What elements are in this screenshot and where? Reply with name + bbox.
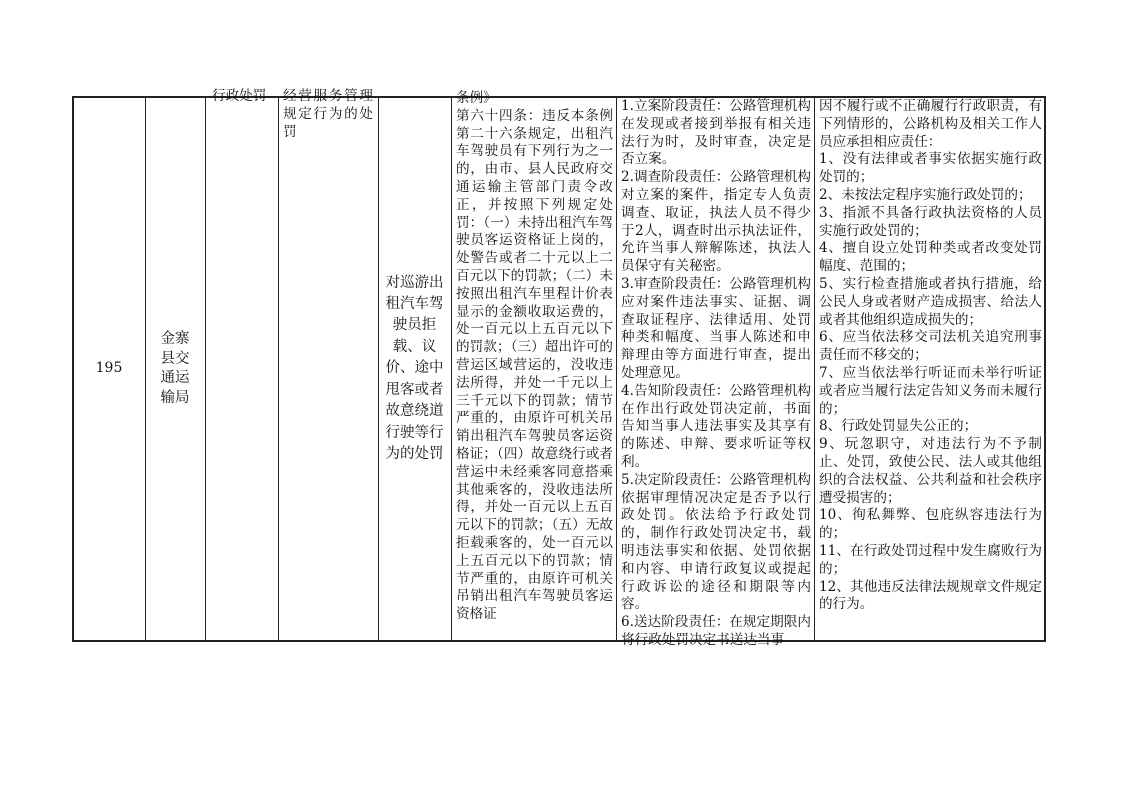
cell-sub-item (379, 98, 450, 640)
penalty-item: 经营服务管理规定行为的处罚 (283, 88, 373, 140)
cell-category (206, 80, 277, 620)
department-name: 金寨县交通运输局 (160, 331, 190, 406)
column-divider (278, 96, 279, 642)
accountability-text: 因不履行或不正确履行行政职责，有下列情形的，公路机构及相关工作人员应承担相应责任： 1、没有法律或者事实依据实施行政处罚的； 2、未按法定程序实施行政处罚的； 3、指派不具备行政执法资格的人员实施行政处罚的； 4、擅自设立处罚种类或者改变处罚幅度、范围的； 5、实行检查措施或者执行措施，给公民人身或者财产造成损害、给法人或者其他组织造成损失的； 6、应当依法移交司法机关追究刑事责任而不移交的； 7、应当依法举行听证而未举行听证或者应当履行法定告知义务而未履行的； 8、行政处罚显失公正的； 9、玩忽职守，对违法行为不予制止、处罚，致使公民、法人或其他组织的合法权益、公共利益和社会秩序遭受损害的； 10、徇私舞弊、包庇纵容违法行为的； 11、在行政处罚过程中发生腐败行为的； 12、其他违反法律法规规章文件规定的行为。 (819, 98, 1042, 613)
cell-responsibilities (619, 98, 813, 658)
responsibilities-text: 1.立案阶段责任：公路管理机构在发现或者接到举报有相关违法行为时，及时审查，决定是否立案。 2.调查阶段责任：公路管理机构对立案的案件，指定专人负责调查、取证，执法人员不得少于2人，调查时出示执法证件，允许当事人辩解陈述，执法人员保守有关秘密。 3.审查阶段责任：公路管理机构应对案件违法事实、证据、调查取证程序、法律适用、处罚种类和幅度、当事人陈述和申辩理由等方面进行审查，提出处理意见。 4.告知阶段责任：公路管理机构在作出行政处罚决定前，书面告知当事人违法事实及其享有的陈述、申辩、要求听证等权利。 5.决定阶段责任：公路管理机构依据审理情况决定是否予以行政处罚。依法给予行政处罚的，制作行政处罚决定书，载明违法事实和依据、处罚依据和内容、申请行政复议或提起行政诉讼的途径和期限等内容。 6.送达阶段责任：在规定期限内将行政处罚决定书送达当事 (621, 98, 811, 648)
cell-item (281, 80, 375, 640)
cell-legal-basis (454, 80, 615, 642)
penalty-sub-item: 对巡游出租汽车驾驶员拒载、议价、途中甩客或者故意绕道行驶等行为的处罚 (385, 274, 444, 462)
cell-department (146, 98, 204, 640)
column-divider (616, 96, 617, 642)
penalty-category: 行政处罚 (212, 88, 267, 104)
column-divider (814, 96, 815, 642)
cell-row-number (74, 98, 144, 640)
cell-accountability (817, 98, 1044, 640)
legal-basis-text: 条例》 第六十四条：违反本条例第二十六条规定，出租汽车驾驶员有下列行为之一的，由市、县人民政府交通运输主管部门责令改正，并按照下列规定处罚：（一）未持出租汽车驾驶员客运资格证上岗的，处警告或者二十元以上二百元以下的罚款；（二）未按照出租汽车里程计价表显示的金额收取运费的，处一百元以上五百元以下的罚款；（三）超出许可的营运区域营运的，没收违法所得，并处一千元以上三千元以下的罚款；情节严重的，由原许可机关吊销出租汽车驾驶员客运资格证；（四）故意绕行或者营运中未经乘客同意搭乘其他乘客的，没收违法所得，并处一百元以上五百元以下的罚款；（五）无故拒载乘客的，处一百元以上五百元以下的罚款；情节严重的，由原许可机关吊销出租汽车驾驶员客运资格证 (456, 90, 613, 623)
row-number: 195 (95, 360, 123, 377)
column-divider (451, 96, 452, 642)
